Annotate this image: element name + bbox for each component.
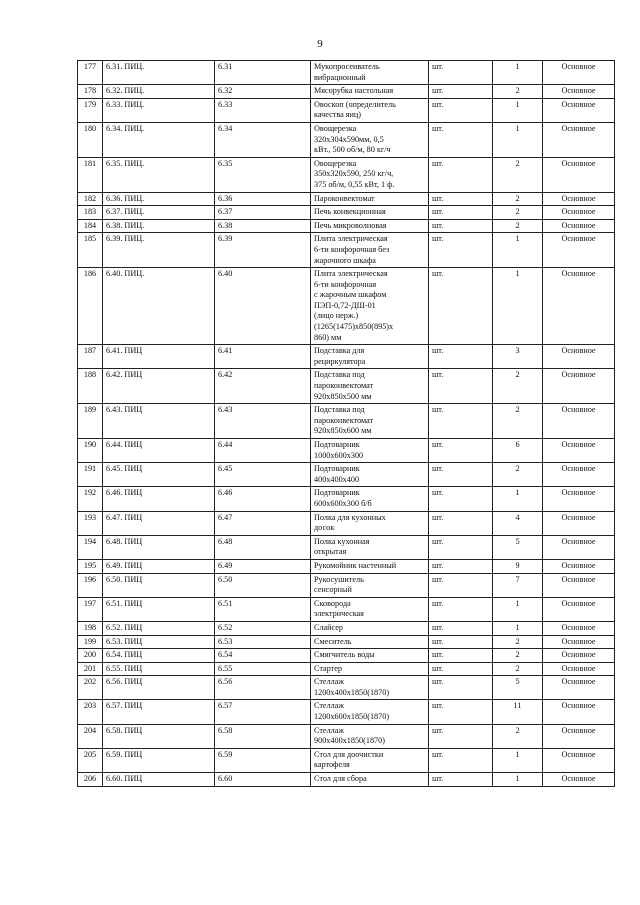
unit-cell: шт. [429, 635, 493, 649]
unit-cell: шт. [429, 463, 493, 487]
subcode-cell: 6.57 [215, 700, 311, 724]
subcode-cell: 6.58 [215, 724, 311, 748]
item-name-cell: Печь микроволновая [311, 219, 429, 233]
unit-cell: шт. [429, 219, 493, 233]
item-name-cell: Печь конвекционная [311, 206, 429, 220]
subcode-cell: 6.34 [215, 122, 311, 157]
category-cell: Основное [543, 748, 615, 772]
row-number-cell: 179 [78, 98, 103, 122]
row-number-cell: 202 [78, 676, 103, 700]
item-name-cell: Рукосушитель сенсорный [311, 573, 429, 597]
row-number-cell: 198 [78, 621, 103, 635]
equipment-table [77, 60, 615, 787]
row-number-cell: 204 [78, 724, 103, 748]
row-number-cell: 184 [78, 219, 103, 233]
row-number-cell: 193 [78, 511, 103, 535]
code-cell: 6.37. ПИЦ. [103, 206, 215, 220]
subcode-cell: 6.55 [215, 662, 311, 676]
subcode-cell: 6.54 [215, 649, 311, 663]
table-row [78, 98, 615, 122]
item-name-cell: Полка для кухонных досок [311, 511, 429, 535]
item-name-cell: Подставка для рециркулятора [311, 345, 429, 369]
quantity-cell: 2 [493, 404, 543, 439]
category-cell: Основное [543, 559, 615, 573]
item-name-cell: Сковорода электрическая [311, 597, 429, 621]
row-number-cell: 206 [78, 773, 103, 787]
code-cell: 6.51. ПИЦ [103, 597, 215, 621]
item-name-cell: Смеситель [311, 635, 429, 649]
unit-cell: шт. [429, 206, 493, 220]
code-cell: 6.34. ПИЦ. [103, 122, 215, 157]
subcode-cell: 6.38 [215, 219, 311, 233]
quantity-cell: 1 [493, 597, 543, 621]
code-cell: 6.59. ПИЦ [103, 748, 215, 772]
subcode-cell: 6.46 [215, 487, 311, 511]
unit-cell: шт. [429, 192, 493, 206]
unit-cell: шт. [429, 233, 493, 268]
code-cell: 6.35. ПИЦ. [103, 157, 215, 192]
quantity-cell: 1 [493, 268, 543, 345]
unit-cell: шт. [429, 157, 493, 192]
code-cell: 6.43. ПИЦ [103, 404, 215, 439]
subcode-cell: 6.31 [215, 61, 311, 85]
table-row [78, 157, 615, 192]
subcode-cell: 6.60 [215, 773, 311, 787]
table-row [78, 85, 615, 99]
subcode-cell: 6.50 [215, 573, 311, 597]
item-name-cell: Полка кухонная открытая [311, 535, 429, 559]
quantity-cell: 6 [493, 439, 543, 463]
unit-cell: шт. [429, 535, 493, 559]
category-cell: Основное [543, 369, 615, 404]
subcode-cell: 6.59 [215, 748, 311, 772]
unit-cell: шт. [429, 85, 493, 99]
category-cell: Основное [543, 573, 615, 597]
category-cell: Основное [543, 219, 615, 233]
item-name-cell: Стеллаж 900х400х1850(1870) [311, 724, 429, 748]
row-number-cell: 191 [78, 463, 103, 487]
code-cell: 6.58. ПИЦ [103, 724, 215, 748]
row-number-cell: 196 [78, 573, 103, 597]
item-name-cell: Стол для доочистки картофеля [311, 748, 429, 772]
row-number-cell: 200 [78, 649, 103, 663]
row-number-cell: 194 [78, 535, 103, 559]
code-cell: 6.31. ПИЦ. [103, 61, 215, 85]
subcode-cell: 6.36 [215, 192, 311, 206]
subcode-cell: 6.48 [215, 535, 311, 559]
table-row [78, 597, 615, 621]
category-cell: Основное [543, 649, 615, 663]
table-row [78, 621, 615, 635]
code-cell: 6.42. ПИЦ [103, 369, 215, 404]
row-number-cell: 197 [78, 597, 103, 621]
quantity-cell: 7 [493, 573, 543, 597]
item-name-cell: Смягчитель воды [311, 649, 429, 663]
table-row [78, 439, 615, 463]
category-cell: Основное [543, 85, 615, 99]
category-cell: Основное [543, 233, 615, 268]
row-number-cell: 187 [78, 345, 103, 369]
category-cell: Основное [543, 268, 615, 345]
unit-cell: шт. [429, 511, 493, 535]
category-cell: Основное [543, 157, 615, 192]
table-row [78, 219, 615, 233]
quantity-cell: 2 [493, 157, 543, 192]
unit-cell: шт. [429, 662, 493, 676]
row-number-cell: 177 [78, 61, 103, 85]
item-name-cell: Стол для сбора [311, 773, 429, 787]
quantity-cell: 2 [493, 192, 543, 206]
subcode-cell: 6.45 [215, 463, 311, 487]
table-body [78, 61, 615, 787]
category-cell: Основное [543, 724, 615, 748]
subcode-cell: 6.49 [215, 559, 311, 573]
quantity-cell: 11 [493, 700, 543, 724]
item-name-cell: Овоскоп (определитель качества яиц) [311, 98, 429, 122]
item-name-cell: Подставка под пароконвектомат 920х850х600 мм [311, 404, 429, 439]
unit-cell: шт. [429, 439, 493, 463]
quantity-cell: 4 [493, 511, 543, 535]
row-number-cell: 183 [78, 206, 103, 220]
row-number-cell: 199 [78, 635, 103, 649]
unit-cell: шт. [429, 345, 493, 369]
subcode-cell: 6.40 [215, 268, 311, 345]
quantity-cell: 1 [493, 773, 543, 787]
unit-cell: шт. [429, 487, 493, 511]
code-cell: 6.36. ПИЦ. [103, 192, 215, 206]
page-number: 9 [317, 38, 323, 50]
code-cell: 6.52. ПИЦ [103, 621, 215, 635]
subcode-cell: 6.35 [215, 157, 311, 192]
category-cell: Основное [543, 122, 615, 157]
category-cell: Основное [543, 487, 615, 511]
subcode-cell: 6.33 [215, 98, 311, 122]
category-cell: Основное [543, 676, 615, 700]
code-cell: 6.49. ПИЦ [103, 559, 215, 573]
unit-cell: шт. [429, 369, 493, 404]
code-cell: 6.46. ПИЦ [103, 487, 215, 511]
quantity-cell: 2 [493, 85, 543, 99]
category-cell: Основное [543, 192, 615, 206]
table-row [78, 345, 615, 369]
category-cell: Основное [543, 463, 615, 487]
row-number-cell: 178 [78, 85, 103, 99]
unit-cell: шт. [429, 98, 493, 122]
unit-cell: шт. [429, 649, 493, 663]
row-number-cell: 185 [78, 233, 103, 268]
category-cell: Основное [543, 597, 615, 621]
table-row [78, 573, 615, 597]
subcode-cell: 6.51 [215, 597, 311, 621]
code-cell: 6.55. ПИЦ [103, 662, 215, 676]
subcode-cell: 6.53 [215, 635, 311, 649]
quantity-cell: 2 [493, 369, 543, 404]
quantity-cell: 1 [493, 748, 543, 772]
unit-cell: шт. [429, 122, 493, 157]
code-cell: 6.38. ПИЦ. [103, 219, 215, 233]
subcode-cell: 6.39 [215, 233, 311, 268]
subcode-cell: 6.44 [215, 439, 311, 463]
code-cell: 6.40. ПИЦ. [103, 268, 215, 345]
subcode-cell: 6.43 [215, 404, 311, 439]
item-name-cell: Стартер [311, 662, 429, 676]
item-name-cell: Слайсер [311, 621, 429, 635]
quantity-cell: 2 [493, 206, 543, 220]
quantity-cell: 1 [493, 621, 543, 635]
table-row [78, 724, 615, 748]
category-cell: Основное [543, 700, 615, 724]
category-cell: Основное [543, 439, 615, 463]
quantity-cell: 2 [493, 219, 543, 233]
table-row [78, 662, 615, 676]
code-cell: 6.60. ПИЦ [103, 773, 215, 787]
item-name-cell: Овощерезка 320х304х590мм, 0,5 кВт., 500 об/м, 80 кг/ч [311, 122, 429, 157]
unit-cell: шт. [429, 61, 493, 85]
code-cell: 6.32. ПИЦ. [103, 85, 215, 99]
row-number-cell: 205 [78, 748, 103, 772]
category-cell: Основное [543, 773, 615, 787]
table-row [78, 463, 615, 487]
table-row [78, 773, 615, 787]
quantity-cell: 1 [493, 61, 543, 85]
code-cell: 6.50. ПИЦ [103, 573, 215, 597]
category-cell: Основное [543, 635, 615, 649]
category-cell: Основное [543, 535, 615, 559]
row-number-cell: 186 [78, 268, 103, 345]
row-number-cell: 201 [78, 662, 103, 676]
quantity-cell: 1 [493, 487, 543, 511]
code-cell: 6.44. ПИЦ [103, 439, 215, 463]
item-name-cell: Плита электрическая 6-ти конфорочная с жарочным шкафом ПЭП-0,72-ДШ-01 (лицо нерж.) (1265(1475)х850(895)х 860) мм [311, 268, 429, 345]
code-cell: 6.47. ПИЦ [103, 511, 215, 535]
quantity-cell: 1 [493, 98, 543, 122]
table-row [78, 122, 615, 157]
code-cell: 6.41. ПИЦ [103, 345, 215, 369]
item-name-cell: Подтоварник 600х600х300 б/б [311, 487, 429, 511]
item-name-cell: Стеллаж 1200х600х1850(1870) [311, 700, 429, 724]
unit-cell: шт. [429, 621, 493, 635]
table-row [78, 535, 615, 559]
unit-cell: шт. [429, 724, 493, 748]
unit-cell: шт. [429, 404, 493, 439]
unit-cell: шт. [429, 268, 493, 345]
category-cell: Основное [543, 404, 615, 439]
unit-cell: шт. [429, 748, 493, 772]
category-cell: Основное [543, 621, 615, 635]
item-name-cell: Рукомойник настенный [311, 559, 429, 573]
table-row [78, 206, 615, 220]
code-cell: 6.48. ПИЦ [103, 535, 215, 559]
quantity-cell: 2 [493, 662, 543, 676]
item-name-cell: Подтоварник 400х400х400 [311, 463, 429, 487]
table-row [78, 369, 615, 404]
table-row [78, 511, 615, 535]
row-number-cell: 190 [78, 439, 103, 463]
row-number-cell: 195 [78, 559, 103, 573]
table-row [78, 487, 615, 511]
quantity-cell: 1 [493, 233, 543, 268]
table-row [78, 61, 615, 85]
code-cell: 6.56. ПИЦ [103, 676, 215, 700]
item-name-cell: Овощерезка 350х320х590, 250 кг/ч, 375 об/м, 0,55 кВт, 1 ф. [311, 157, 429, 192]
category-cell: Основное [543, 345, 615, 369]
subcode-cell: 6.37 [215, 206, 311, 220]
item-name-cell: Подставка под пароконвектомат 920х850х500 мм [311, 369, 429, 404]
table-row [78, 404, 615, 439]
category-cell: Основное [543, 61, 615, 85]
table-row [78, 233, 615, 268]
table-row [78, 635, 615, 649]
subcode-cell: 6.47 [215, 511, 311, 535]
code-cell: 6.54. ПИЦ [103, 649, 215, 663]
subcode-cell: 6.42 [215, 369, 311, 404]
quantity-cell: 9 [493, 559, 543, 573]
quantity-cell: 2 [493, 635, 543, 649]
unit-cell: шт. [429, 676, 493, 700]
category-cell: Основное [543, 206, 615, 220]
item-name-cell: Пароконвектомат [311, 192, 429, 206]
table-row [78, 748, 615, 772]
row-number-cell: 203 [78, 700, 103, 724]
subcode-cell: 6.41 [215, 345, 311, 369]
subcode-cell: 6.52 [215, 621, 311, 635]
table-row [78, 649, 615, 663]
code-cell: 6.57. ПИЦ [103, 700, 215, 724]
quantity-cell: 5 [493, 676, 543, 700]
subcode-cell: 6.32 [215, 85, 311, 99]
table-row [78, 676, 615, 700]
unit-cell: шт. [429, 700, 493, 724]
table-row [78, 559, 615, 573]
unit-cell: шт. [429, 773, 493, 787]
quantity-cell: 2 [493, 463, 543, 487]
row-number-cell: 181 [78, 157, 103, 192]
unit-cell: шт. [429, 573, 493, 597]
quantity-cell: 2 [493, 649, 543, 663]
quantity-cell: 3 [493, 345, 543, 369]
code-cell: 6.53. ПИЦ [103, 635, 215, 649]
table-row [78, 700, 615, 724]
row-number-cell: 189 [78, 404, 103, 439]
quantity-cell: 2 [493, 724, 543, 748]
code-cell: 6.39. ПИЦ. [103, 233, 215, 268]
quantity-cell: 5 [493, 535, 543, 559]
table-row [78, 192, 615, 206]
row-number-cell: 182 [78, 192, 103, 206]
item-name-cell: Мукопросеиватель вибрационный [311, 61, 429, 85]
item-name-cell: Стеллаж 1200х400х1850(1870) [311, 676, 429, 700]
category-cell: Основное [543, 98, 615, 122]
code-cell: 6.33. ПИЦ. [103, 98, 215, 122]
item-name-cell: Плита электрическая 6-ти конфорочная без жарочного шкафа [311, 233, 429, 268]
item-name-cell: Подтоварник 1000х600х300 [311, 439, 429, 463]
code-cell: 6.45. ПИЦ [103, 463, 215, 487]
row-number-cell: 180 [78, 122, 103, 157]
row-number-cell: 188 [78, 369, 103, 404]
quantity-cell: 1 [493, 122, 543, 157]
category-cell: Основное [543, 662, 615, 676]
unit-cell: шт. [429, 597, 493, 621]
table-row [78, 268, 615, 345]
unit-cell: шт. [429, 559, 493, 573]
row-number-cell: 192 [78, 487, 103, 511]
category-cell: Основное [543, 511, 615, 535]
subcode-cell: 6.56 [215, 676, 311, 700]
item-name-cell: Мясорубка настольная [311, 85, 429, 99]
